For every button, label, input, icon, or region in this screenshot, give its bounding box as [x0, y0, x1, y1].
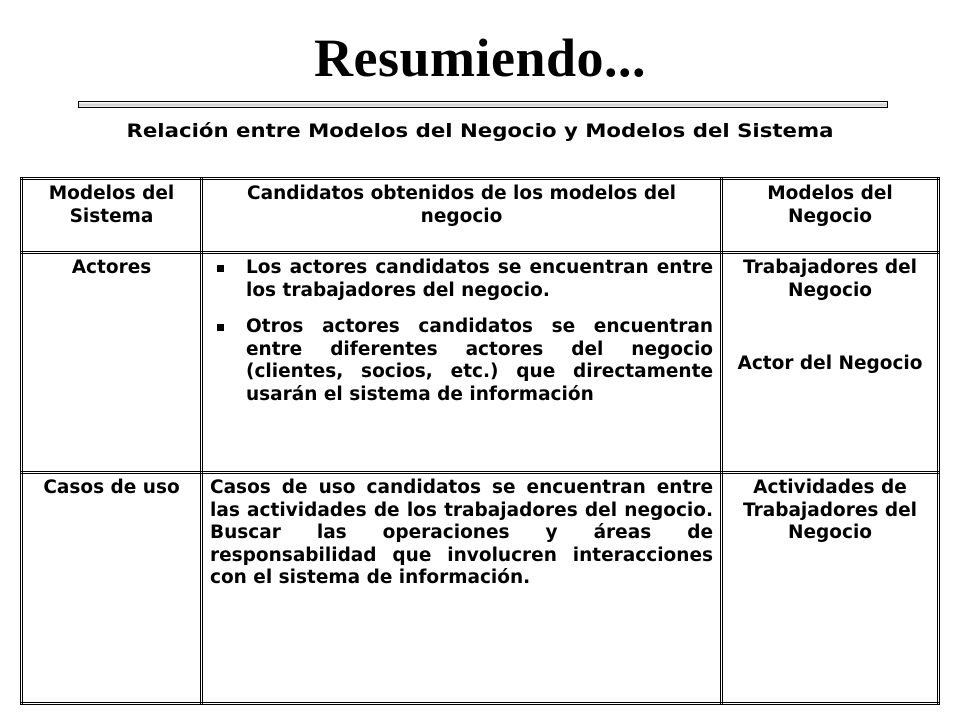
row-casos-candidates: Casos de uso candidatos se encuentran entre las actividades de los trabajadores del negocio. Buscar las operaciones y áreas de responsabilidad que involucren interacciones con el sistema de información. — [202, 473, 722, 704]
square-bullet-icon — [217, 265, 224, 272]
row-actores-candidates — [202, 253, 722, 473]
table-row — [22, 473, 939, 704]
slide-title: Resumiendo... — [313, 28, 647, 88]
header-candidates: Candidatos obtenidos de los modelos del negocio — [202, 179, 722, 253]
square-bullet-icon — [217, 324, 224, 331]
slide-subtitle: Relación entre Modelos del Negocio y Modelos del Sistema — [126, 120, 834, 142]
candidate-text: Otros actores candidatos se encuentran entre diferentes actores del negocio (clientes, socios, etc.) que directamente usarán el sistema de información — [246, 316, 713, 405]
row-casos-system-model: Casos de uso — [22, 473, 202, 704]
title-divider — [78, 101, 888, 108]
table-row — [22, 253, 939, 473]
row-actores-business-models — [722, 253, 939, 473]
row-casos-business-models: Actividades de Trabajadores del Negocio — [722, 473, 939, 704]
table-header-row — [22, 179, 939, 253]
relation-table — [20, 177, 940, 705]
list-item — [210, 257, 713, 302]
candidate-text: Los actores candidatos se encuentran entre los trabajadores del negocio. — [246, 257, 713, 301]
header-system-models: Modelos del Sistema — [22, 179, 202, 253]
business-model-workers: Trabajadores del Negocio — [743, 257, 917, 301]
spacer — [730, 302, 930, 353]
candidates-list — [210, 257, 713, 406]
list-item — [210, 316, 713, 406]
business-model-actor: Actor del Negocio — [737, 353, 923, 374]
header-business-models: Modelos del Negocio — [722, 179, 939, 253]
row-actores-system-model: Actores — [22, 253, 202, 473]
